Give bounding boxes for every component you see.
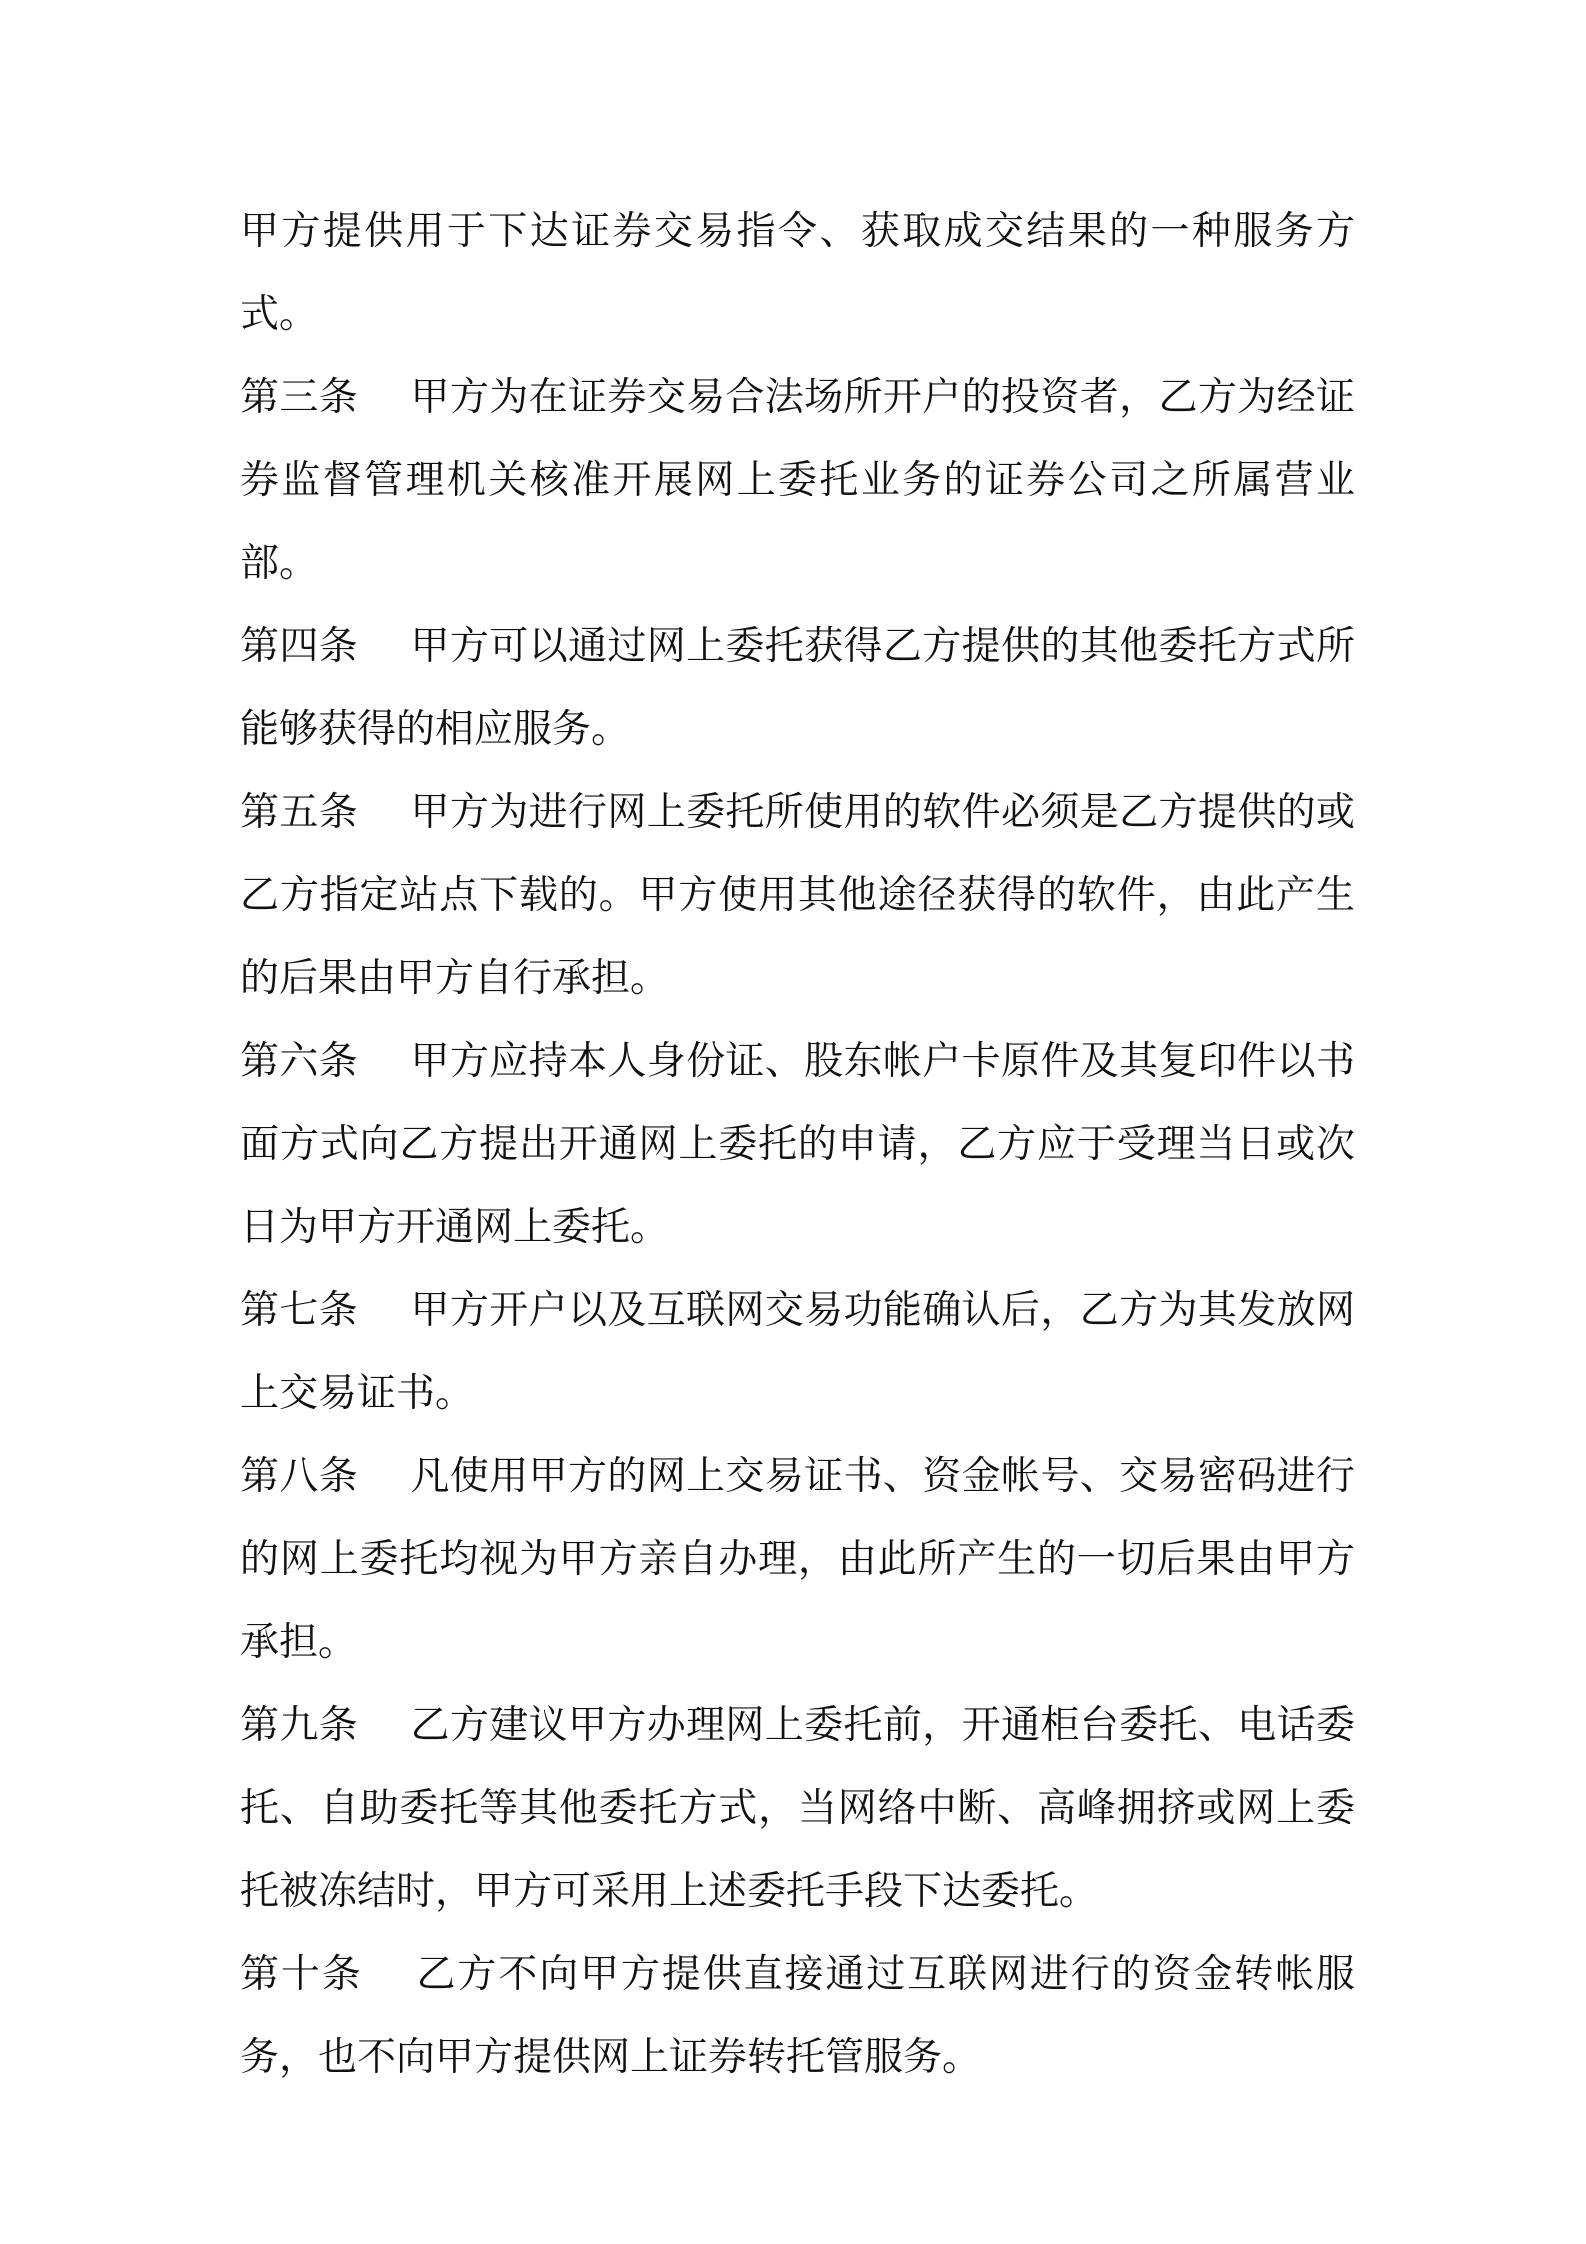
article-text: 甲方应持本人身份证、股东帐户卡原件及其复印件以书面方式向乙方提出开通网上委托的申请，乙方应于受理当日或次日为甲方开通网上委托。 bbox=[240, 1039, 1355, 1250]
article-text: 甲方可以通过网上委托获得乙方提供的其他委托方式所能够获得的相应服务。 bbox=[240, 624, 1355, 752]
article-text: 甲方为在证券交易合法场所开户的投资者，乙方为经证券监督管理机关核准开展网上委托业务的证券公司之所属营业部。 bbox=[240, 375, 1355, 586]
article-number: 第五条 bbox=[240, 790, 359, 835]
article-number: 第七条 bbox=[240, 1288, 359, 1333]
article-text: 甲方为进行网上委托所使用的软件必须是乙方提供的或乙方指定站点下载的。甲方使用其他途径获得的软件，由此产生的后果由甲方自行承担。 bbox=[240, 790, 1355, 1001]
article-text: 乙方不向甲方提供直接通过互联网进行的资金转帐服务，也不向甲方提供网上证券转托管服务。 bbox=[240, 1952, 1355, 2080]
article-9 bbox=[240, 1684, 1355, 1933]
article-number: 第九条 bbox=[240, 1703, 359, 1748]
intro-paragraph: 甲方提供用于下达证券交易指令、获取成交结果的一种服务方式。 bbox=[240, 209, 1355, 337]
article-4 bbox=[240, 605, 1355, 771]
article-8 bbox=[240, 1435, 1355, 1684]
article-number: 第八条 bbox=[240, 1454, 359, 1499]
article-text: 乙方建议甲方办理网上委托前，开通柜台委托、电话委托、自助委托等其他委托方式，当网络中断、高峰拥挤或网上委托被冻结时，甲方可采用上述委托手段下达委托。 bbox=[240, 1703, 1355, 1914]
article-text: 甲方开户以及互联网交易功能确认后，乙方为其发放网上交易证书。 bbox=[240, 1288, 1355, 1416]
article-3 bbox=[240, 356, 1355, 605]
article-number: 第四条 bbox=[240, 624, 359, 669]
article-6 bbox=[240, 1020, 1355, 1269]
article-5 bbox=[240, 771, 1355, 1020]
article-10 bbox=[240, 1933, 1355, 2099]
article-number: 第十条 bbox=[240, 1952, 363, 1997]
article-number: 第三条 bbox=[240, 375, 359, 420]
article-text: 凡使用甲方的网上交易证书、资金帐号、交易密码进行的网上委托均视为甲方亲自办理，由此所产生的一切后果由甲方承担。 bbox=[240, 1454, 1355, 1665]
document-body bbox=[240, 190, 1355, 2099]
article-7 bbox=[240, 1269, 1355, 1435]
article-number: 第六条 bbox=[240, 1039, 359, 1084]
